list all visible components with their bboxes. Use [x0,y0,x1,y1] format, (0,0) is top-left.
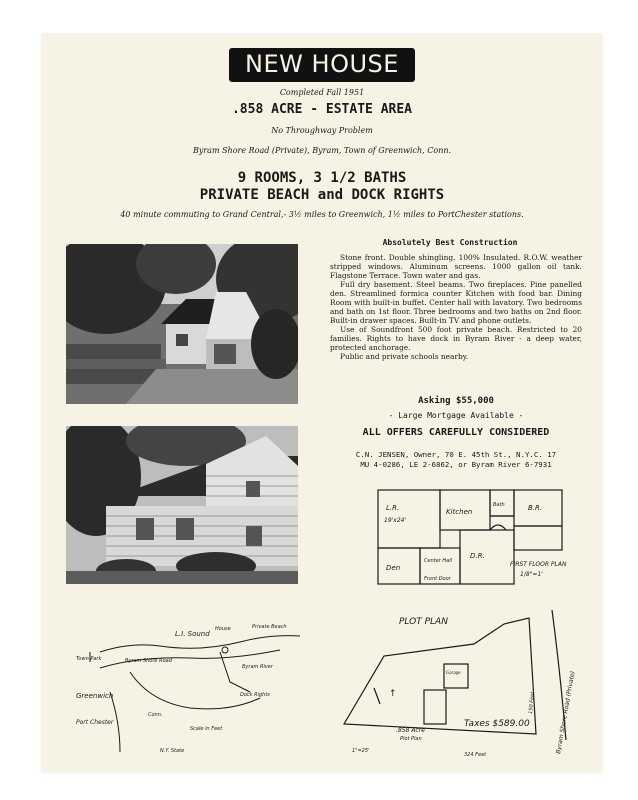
plot-scale: 1"=25' [352,748,370,754]
offers-heading: ALL OFFERS CAREFULLY CONSIDERED [362,427,550,438]
throughway-note: No Throughway Problem [271,126,373,135]
plot-title: PLOT PLAN [399,617,448,627]
map-dock: Dock Rights [240,692,270,698]
map-road: Byram Shore Road [125,658,172,664]
plot-frontage: 324 Feet [464,752,487,758]
plot-garage: Garage [446,670,461,675]
description-paragraph: Full dry basement. Steel beams. Two fireplaces. Pine panelled den. Streamlined formica counter Kitchen with food bar. Dining Room with built-in buffet. Center hall with lavatory. Two bedrooms and bath on 1st floor. Three bedrooms and two baths on 2nd floor. Built-in drawer spaces. Built-in TV and phone outlets. [330,280,582,325]
description-paragraph: Use of Soundfront 500 foot private beach. Restricted to 20 families. Rights to have dock in Byram River - a deep water, protected anchorage. [330,325,582,352]
plot-plan [314,604,596,764]
construction-heading: Absolutely Best Construction [382,238,518,247]
map-sound: L.I. Sound [175,630,210,638]
map-conn: Conn. [148,712,163,718]
plan-kitchen: Kitchen [446,508,473,516]
asking-price: Asking $55,000 [418,396,494,406]
page-title: NEW HOUSE [245,50,399,78]
plan-dr: D.R. [470,552,485,560]
plot-label: Plot Plan [400,736,422,742]
beach-heading: PRIVATE BEACH and DOCK RIGHTS [199,187,445,203]
plot-road: Byram Shore Road (Private) [555,670,577,755]
house-photo-front [66,244,298,404]
plot-acreage: .858 Acre [396,727,425,734]
contact-line-1: C.N. JENSEN, Owner, 70 E. 45th St., N.Y.C. 17 [355,450,557,459]
plot-north-arrow: ↑ [389,689,397,699]
plot-taxes: Taxes $589.00 [464,719,530,729]
plan-scale: 1/8"=1' [520,571,543,578]
map-ny: N.Y. State [160,748,185,754]
listing-sheet [42,34,602,772]
map-greenwich: Greenwich [76,692,114,700]
map-house: House [215,626,231,632]
plan-br: B.R. [528,504,543,512]
map-river: Byram River [242,664,273,670]
description-paragraph: Stone front. Double shingling. 100% Insulated. R.O.W. weather stripped windows. Aluminum screens. 1000 gallon oil tank. Flagstone Terrace. Town water and gas. [330,253,582,280]
description-paragraph: Public and private schools nearby. [340,352,469,361]
house-photo-side [66,426,298,584]
floor-plan [360,480,580,592]
contact-line-2: MU 4-0286, LE 2-6862, or Byram River 6-7931 [360,460,552,469]
plan-caption: FIRST FLOOR PLAN [510,561,567,568]
area-map [70,612,320,762]
plan-lr-size: 19'x24' [384,517,407,524]
plan-center-hall: Center Hall [424,558,453,564]
map-scale: Scale in Feet [190,726,223,732]
map-portchester: Port Chester [76,719,114,726]
completed-date: Completed Fall 1951 [279,88,365,97]
rooms-heading: 9 ROOMS, 3 1/2 BATHS [237,170,407,186]
mortgage-note: - Large Mortgage Available - [388,411,524,420]
location-line: Byram Shore Road (Private), Byram, Town of Greenwich, Conn. [192,146,452,155]
description-block [330,253,582,361]
plan-front-door: Front Door [424,576,451,582]
map-beach: Private Beach [252,624,287,630]
plan-bath: Bath [493,502,505,508]
commute-line: 40 minute commuting to Grand Central,- 3½ miles to Greenwich, 1½ miles to PortChester stations. [120,210,524,219]
map-park: Town Park [76,656,102,662]
plan-den: Den [386,564,401,572]
plot-width: 150 Feet [528,691,536,715]
acreage-heading: .858 ACRE - ESTATE AREA [231,102,412,117]
plan-lr: L.R. [386,504,400,512]
